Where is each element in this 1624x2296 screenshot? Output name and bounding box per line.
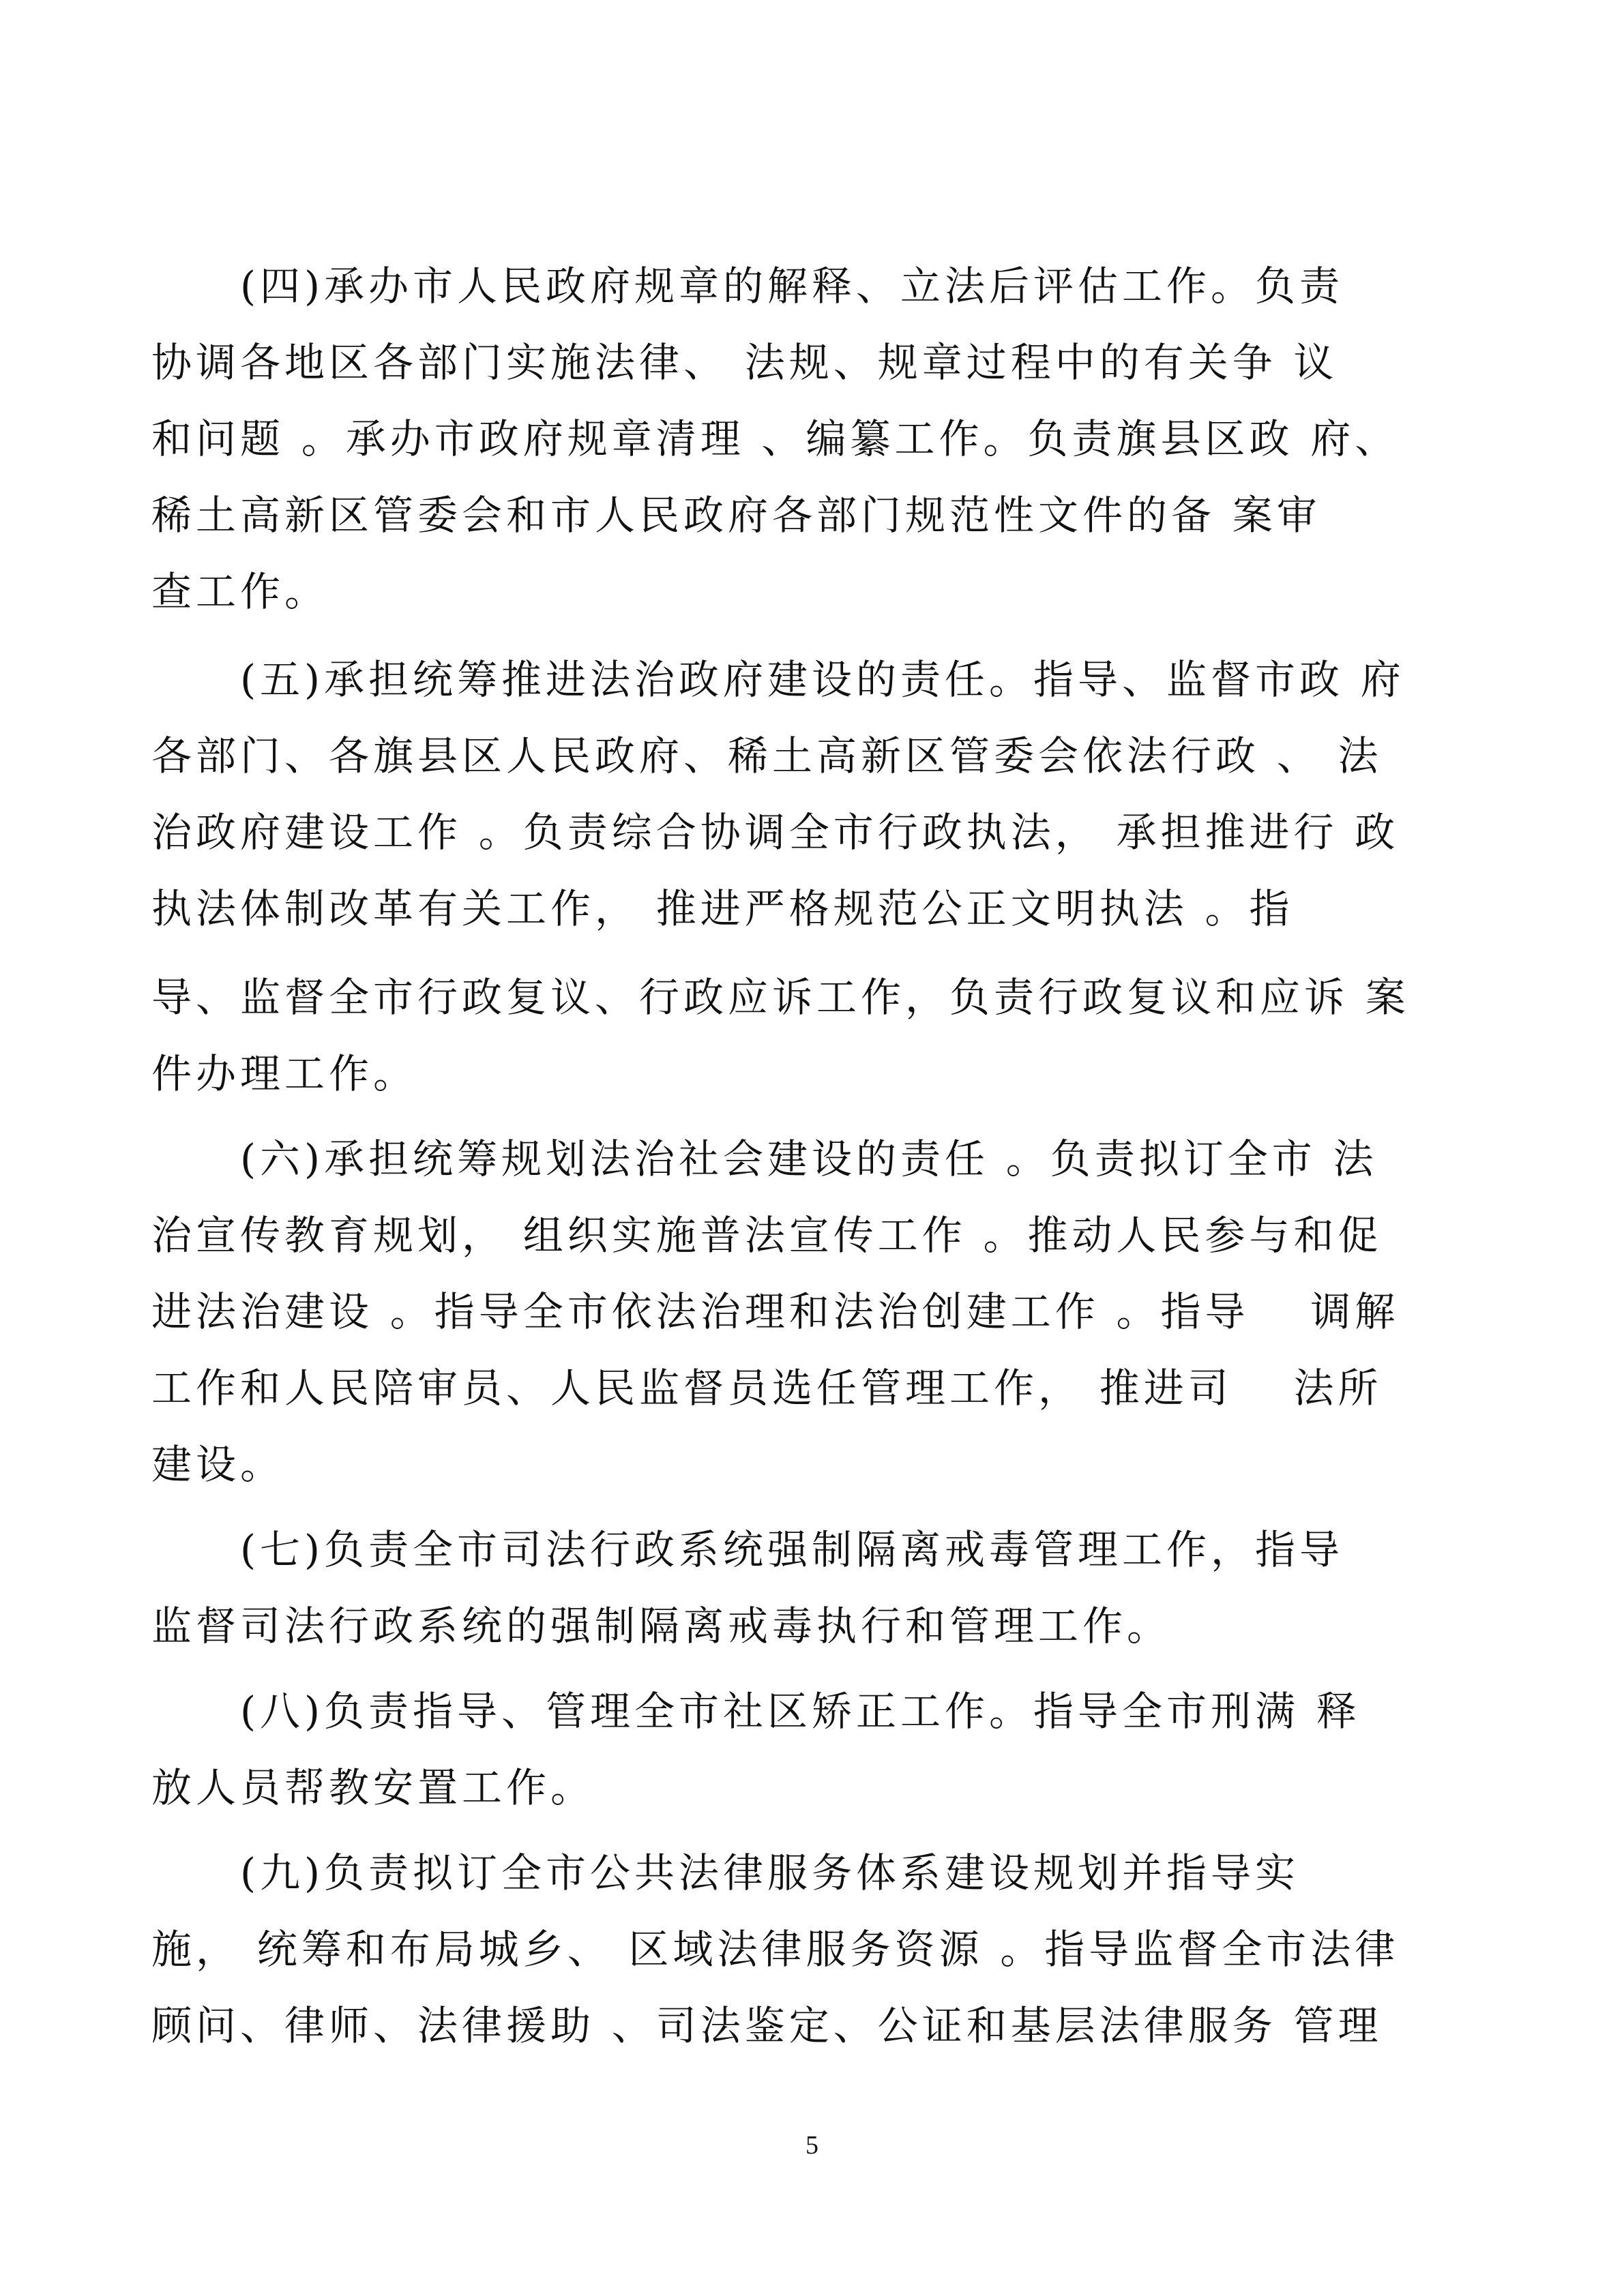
text-line: 治宣传教育规划， 组织实施普法宣传工作 。推动人民参与和促 xyxy=(151,1212,1383,1259)
text-line: 导、监督全市行政复议、行政应诉工作，负责行政复议和应诉 案 xyxy=(151,974,1410,1021)
text-line: 建设。 xyxy=(151,1441,285,1488)
text-line: 协调各地区各部门实施法律、 法规、规章过程中的有关争 议 xyxy=(151,339,1338,386)
text-line: (五)承担统筹推进法治政府建设的责任。指导、监督市政 府 xyxy=(151,656,1405,703)
text-line: 查工作。 xyxy=(151,568,329,615)
text-line: 进法治建设 。指导全市依法治理和法治创建工作 。指导 调解 xyxy=(151,1288,1400,1335)
text-line: 稀土高新区管委会和市人民政府各部门规范性文件的备 案审 xyxy=(151,492,1321,539)
text-line: (六)承担统筹规划法治社会建设的责任 。负责拟订全市 法 xyxy=(151,1135,1378,1182)
text-line: 监督司法行政系统的强制隔离戒毒执行和管理工作。 xyxy=(151,1602,1172,1650)
text-line: 件办理工作。 xyxy=(151,1050,418,1097)
text-line: 和问题 。承办市政府规章清理 、编纂工作。负责旗县区政 府、 xyxy=(151,415,1400,462)
text-line: (四)承办市人民政府规章的解释、立法后评估工作。负责 xyxy=(151,263,1344,310)
text-line: 施， 统筹和布局城乡、 区域法律服务资源 。指导监督全市法律 xyxy=(151,1926,1400,1973)
text-line: 各部门、各旗县区人民政府、稀土高新区管委会依法行政 、 法 xyxy=(151,732,1383,779)
page-number: 5 xyxy=(806,2131,818,2160)
text-line: 工作和人民陪审员、人民监督员选任管理工作， 推进司 法所 xyxy=(151,1365,1383,1412)
text-line: 执法体制改革有关工作， 推进严格规范公正文明执法 。指 xyxy=(151,885,1294,932)
text-line: 顾问、律师、法律援助 、司法鉴定、公证和基层法律服务 管理 xyxy=(151,2002,1383,2049)
text-line: (八)负责指导、管理全市社区矫正工作。指导全市刑满 释 xyxy=(151,1688,1361,1735)
text-line: 放人员帮教安置工作。 xyxy=(151,1764,595,1811)
text-line: (九)负责拟订全市公共法律服务体系建设规划并指导实 xyxy=(151,1849,1300,1896)
text-line: (七)负责全市司法行政系统强制隔离戒毒管理工作，指导 xyxy=(151,1526,1344,1573)
text-line: 治政府建设工作 。负责综合协调全市行政执法， 承担推进行 政 xyxy=(151,809,1400,856)
